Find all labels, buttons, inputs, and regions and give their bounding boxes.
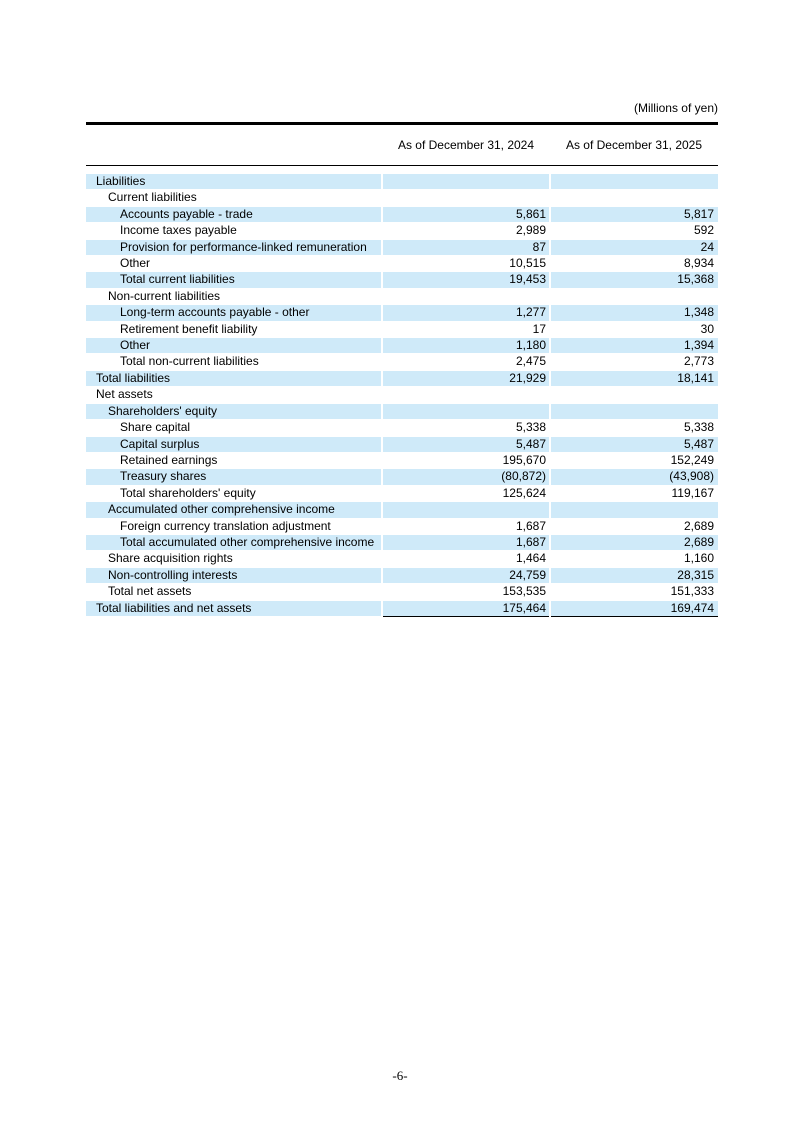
value-2024 [382,288,550,304]
value-2025: 8,934 [550,256,718,272]
value-2024: 1,687 [382,534,550,550]
value-2025: 5,487 [550,436,718,452]
table-row [86,469,718,485]
table-row [86,551,718,567]
value-2024: 24,759 [382,567,550,583]
value-2025: 5,338 [550,420,718,436]
value-2025: 151,333 [550,584,718,600]
row-label: Accumulated other comprehensive income [86,502,382,518]
row-label: Non-current liabilities [86,288,382,304]
value-2025 [550,190,718,206]
value-2024: 21,929 [382,370,550,386]
table-row [86,600,718,616]
value-2025: 30 [550,321,718,337]
value-2025: 5,817 [550,206,718,222]
table-row [86,223,718,239]
table-row [86,288,718,304]
table-row [86,174,718,190]
table-row [86,239,718,255]
row-label: Other [86,338,382,354]
value-2025: 1,160 [550,551,718,567]
table-row [86,305,718,321]
value-2025: 592 [550,223,718,239]
row-label: Retirement benefit liability [86,321,382,337]
value-2024: (80,872) [382,469,550,485]
value-2025 [550,387,718,403]
value-2024: 195,670 [382,452,550,468]
header-label-cell [86,124,382,166]
value-2025 [550,502,718,518]
table-row [86,567,718,583]
value-2025: 2,689 [550,518,718,534]
row-label: Total net assets [86,584,382,600]
table-row [86,256,718,272]
row-label: Provision for performance-linked remuneration [86,239,382,255]
value-2025: (43,908) [550,469,718,485]
value-2024 [382,174,550,190]
value-2024 [382,190,550,206]
row-label: Total shareholders' equity [86,485,382,501]
row-label: Share acquisition rights [86,551,382,567]
table-row [86,403,718,419]
value-2025: 2,773 [550,354,718,370]
table-row [86,321,718,337]
row-label: Liabilities [86,174,382,190]
row-label: Total accumulated other comprehensive income [86,534,382,550]
row-label: Current liabilities [86,190,382,206]
value-2024 [382,502,550,518]
value-2024: 1,687 [382,518,550,534]
value-2025: 152,249 [550,452,718,468]
table-row [86,502,718,518]
table-row [86,452,718,468]
value-2025: 15,368 [550,272,718,288]
table-row [86,354,718,370]
row-label: Retained earnings [86,452,382,468]
value-2024: 175,464 [382,600,550,616]
value-2024: 5,338 [382,420,550,436]
value-2025 [550,174,718,190]
table-row [86,338,718,354]
row-label: Treasury shares [86,469,382,485]
value-2024: 17 [382,321,550,337]
balance-sheet-table [86,122,718,617]
table-row [86,190,718,206]
row-label: Shareholders' equity [86,403,382,419]
table-row [86,485,718,501]
table-row [86,206,718,222]
row-label: Other [86,256,382,272]
value-2024: 5,861 [382,206,550,222]
row-label: Accounts payable - trade [86,206,382,222]
value-2024 [382,387,550,403]
table-row [86,420,718,436]
value-2024: 10,515 [382,256,550,272]
value-2025: 18,141 [550,370,718,386]
table-row [86,534,718,550]
row-label: Net assets [86,387,382,403]
value-2025: 28,315 [550,567,718,583]
value-2024: 5,487 [382,436,550,452]
value-2025 [550,403,718,419]
table-row [86,518,718,534]
page-number: -6- [392,1068,408,1083]
value-2025 [550,288,718,304]
value-2024: 19,453 [382,272,550,288]
value-2025: 119,167 [550,485,718,501]
value-2024: 2,989 [382,223,550,239]
table-row [86,436,718,452]
row-label: Income taxes payable [86,223,382,239]
table-row [86,272,718,288]
row-label: Total current liabilities [86,272,382,288]
value-2024: 1,277 [382,305,550,321]
table-row [86,370,718,386]
row-label: Capital surplus [86,436,382,452]
table-row [86,584,718,600]
column-header-2025: As of December 31, 2025 [550,124,718,166]
value-2025: 1,394 [550,338,718,354]
value-2024 [382,403,550,419]
column-header-2024: As of December 31, 2024 [382,124,550,166]
row-label: Share capital [86,420,382,436]
row-label: Total liabilities and net assets [86,600,382,616]
value-2025: 24 [550,239,718,255]
value-2024: 87 [382,239,550,255]
table-row [86,387,718,403]
value-2024: 2,475 [382,354,550,370]
value-2024: 153,535 [382,584,550,600]
value-2024: 1,180 [382,338,550,354]
row-label: Non-controlling interests [86,567,382,583]
value-2025: 2,689 [550,534,718,550]
row-label: Foreign currency translation adjustment [86,518,382,534]
value-2025: 169,474 [550,600,718,616]
value-2025: 1,348 [550,305,718,321]
row-label: Long-term accounts payable - other [86,305,382,321]
value-2024: 125,624 [382,485,550,501]
value-2024: 1,464 [382,551,550,567]
table-header [86,124,718,175]
units-note: (Millions of yen) [633,101,718,115]
row-label: Total liabilities [86,370,382,386]
row-label: Total non-current liabilities [86,354,382,370]
